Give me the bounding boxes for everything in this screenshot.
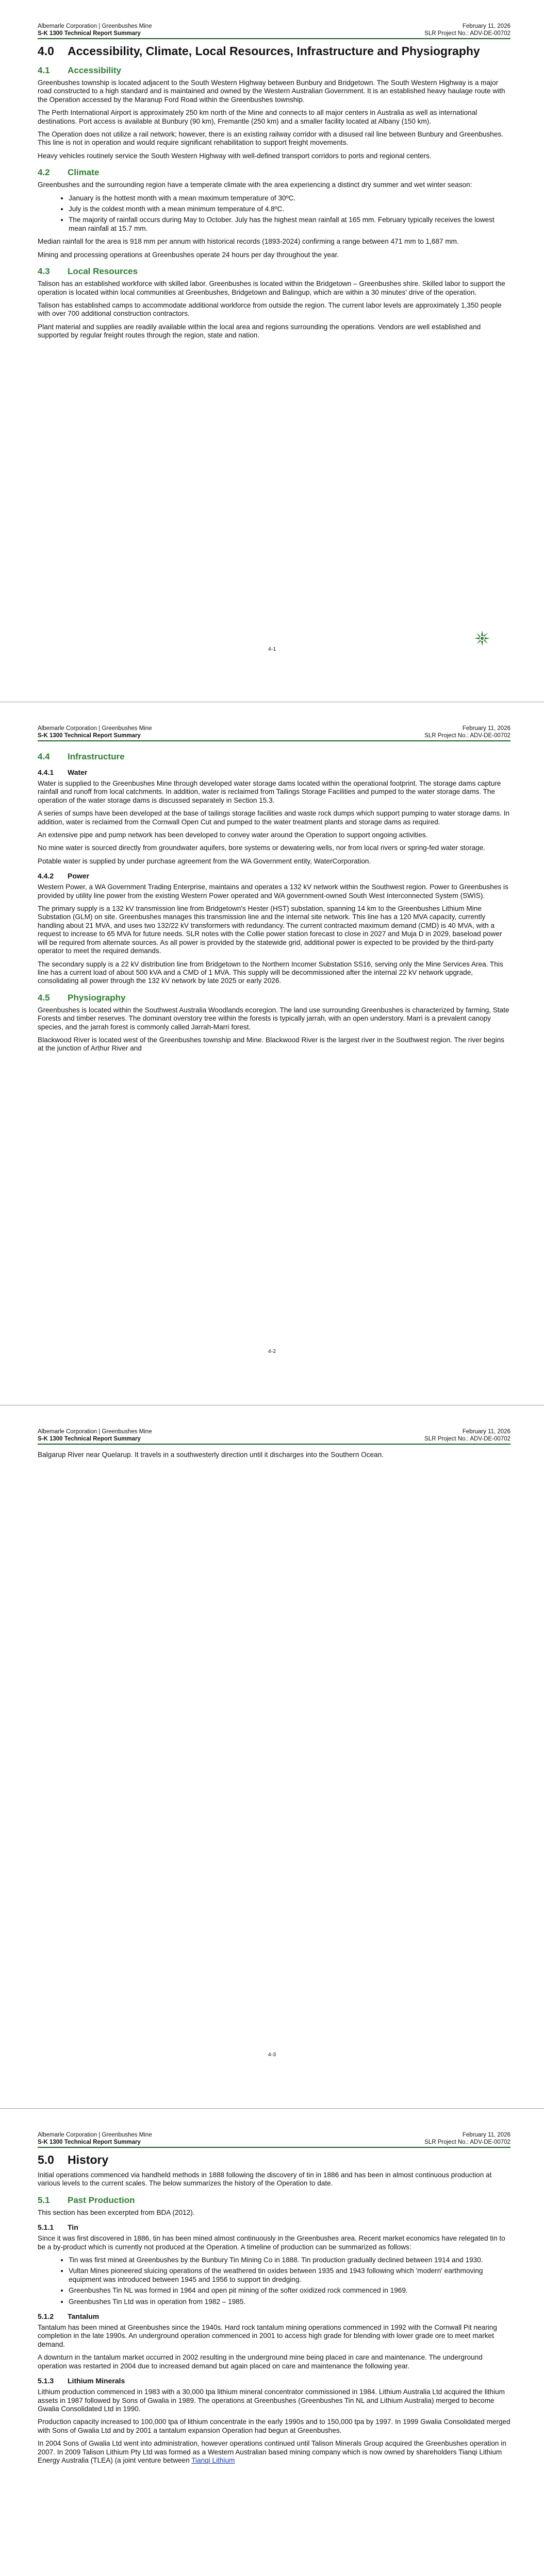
heading-number: 4.5: [38, 992, 50, 1003]
section-heading-5-1-1: [38, 2223, 510, 2231]
heading-number: 4.3: [38, 266, 50, 277]
header-project-no: SLR Project No.: ADV-DE-00702: [424, 2139, 510, 2145]
page-number: 4-1: [268, 646, 276, 652]
paragraph: Greenbushes township is located adjacent to the South Western Highway between Bunbury and Bridgetown. The South Western Highway is a major road constructed to a high standard and is maintained and owned by the Western Australian Government. It is an established heavy haulage route with the Operation accessed by the Maranup Ford Road within the Greenbushes township.: [38, 79, 505, 104]
section-heading-4-4: [38, 752, 510, 762]
header-project-no: SLR Project No.: ADV-DE-00702: [424, 30, 510, 37]
paragraph: The Perth International Airport is approximately 250 km north of the Mine and connects to all major centers in Australia as well as international destinations. Port access is available at Bunbury (90 km), Fremantle (250 km) and a smaller facility located at Albany (150 km).: [38, 109, 477, 125]
slr-logo-icon: [473, 630, 491, 647]
heading-text: Climate: [68, 167, 100, 178]
heading-number: 5.0: [38, 2153, 54, 2166]
section-heading-5-1: [38, 2195, 510, 2206]
paragraph: [38, 2439, 510, 2465]
paragraph: Blackwood River is located west of the Greenbushes township and Mine. Blackwood River is the largest river in the Southwest region. The river begins at the junction of Arthur River and: [38, 1036, 504, 1053]
section-heading-4-1: [38, 65, 510, 76]
paragraph: Since it was first discovered in 1886, tin has been mined almost continuously in the Greenbushes area. Recent market economics have relegated tin to be a by-product which is currently not produced at the Operation. A timeline of production can be summarized as follows:: [38, 2234, 505, 2251]
section-heading-5-1-2: [38, 2312, 510, 2320]
header-date: February 11, 2026: [462, 23, 510, 29]
header-company: Albemarle Corporation | Greenbushes Mine: [38, 23, 152, 29]
section-heading-5-1-3: [38, 2377, 510, 2385]
heading-number: 4.4.1: [38, 768, 54, 776]
paragraph-text: In 2004 Sons of Gwalia Ltd went into administration, however operations continued until Talison Minerals Group acquired the Greenbushes operation in 2007. In 2009 Talison Lithium Pty Ltd was formed as a Western Australian based mining company which is now owned by shareholders Tianqi Lithium Energy Australia (TLEA) (a joint venture between: [38, 2439, 506, 2464]
paragraph: Heavy vehicles routinely service the South Western Highway with well-defined transport corridors to ports and regional centers.: [38, 151, 432, 160]
paragraph: Balgarup River near Quelarup. It travels in a southwesterly direction until it discharges into the Southern Ocean.: [38, 1451, 384, 1459]
heading-text: Local Resources: [68, 266, 138, 277]
paragraph: Water is supplied to the Greenbushes Mine through developed water storage dams located within the operational footprint. The storage dams capture rainfall and runoff from local catchments. In addition, water is reclaimed from Tailings Storage Facilities and pumped to the water storage dams. The operation of the water storage dams is discussed separately in Section 15.3.: [38, 779, 501, 804]
heading-text: History: [68, 2153, 109, 2166]
paragraph: No mine water is sourced directly from groundwater aquifers, bore systems or dewatering wells, nor from local rivers or spring-fed water storage.: [38, 844, 486, 852]
list-item: • Greenbushes Tin Ltd was in operation from 1982 – 1985.: [69, 2298, 510, 2306]
paragraph: The secondary supply is a 22 kV distribution line from Bridgetown to the Northern Incomer Substation SS16, serving only the Mine Services Area. This line has a current load of about 500 kVA and a CMD of 1 MVA. This supply will be decommissioned after the internal 22 kV network upgrade, consolidating all power through the 132 kV network by late 2025 or early 2026.: [38, 960, 503, 985]
list-item: • January is the hottest month with a mean maximum temperature of 30ºC.: [69, 194, 510, 202]
heading-text: Power: [68, 872, 90, 880]
paragraph: Initial operations commenced via handheld methods in 1888 following the discovery of tin in 1886 and has been in almost continuous production at various levels to the current scales. The below summarizes the history of the Operation to date.: [38, 2171, 492, 2188]
page-number: 4-3: [268, 2052, 276, 2058]
paragraph: Talison has an established workforce with skilled labor. Greenbushes is located within the Bridgetown – Greenbushes shire. Skilled labor to support the operation is located within local communities at Greenbushes, Bridgetown and Balingup, which are within a 30 minutes' drive of the operation.: [38, 280, 505, 296]
paragraph: Median rainfall for the area is 918 mm per annum with historical records (1893-2024) confirming a range between 471 mm to 1,687 mm.: [38, 238, 459, 246]
list-item: • July is the coldest month with a mean minimum temperature of 4.8ºC.: [69, 205, 510, 213]
page-1: [0, 0, 544, 702]
header-divider: [38, 38, 510, 39]
heading-number: 4.4.2: [38, 872, 54, 880]
heading-text: Tantalum: [68, 2312, 100, 2321]
header-company: Albemarle Corporation | Greenbushes Mine: [38, 725, 152, 732]
header-divider: [38, 1444, 510, 1445]
list-item: • Tin was first mined at Greenbushes by the Bunbury Tin Mining Co in 1888. Tin production gradually declined between 1914 and 1930.: [69, 2256, 510, 2264]
heading-text: Past Production: [68, 2195, 135, 2205]
paragraph: The primary supply is a 132 kV transmission line from Bridgetown's Hester (HST) substation, spanning 14 km to the Greenbushes Lithium Mine Substation (GLM) on site. Greenbushes manages this transmission line and the internal site network. This line has a 120 MVA capacity, currently handling about 21 MVA, and uses two 132/22 kV transformers with redundancy. The current contracted maximum demand (CMD) is 40 MVA, with a request to increase to 65 MVA for future needs. SLR notes with the Collie power station forecast to close in 2027 and Muja D in 2029, baseload power will be required from alternate sources. As all power is provided by the statewide grid, additional power is expected to be provided by the third-party operator to meet the required demands.: [38, 905, 502, 955]
climate-bullet-list: [38, 194, 510, 233]
header-company: Albemarle Corporation | Greenbushes Mine: [38, 1429, 152, 1435]
header-company: Albemarle Corporation | Greenbushes Mine: [38, 2132, 152, 2138]
section-heading-5-0: [38, 2153, 510, 2167]
tin-history-list: [38, 2256, 510, 2306]
page-4-body: [38, 2153, 510, 2469]
paragraph: Greenbushes is located within the Southwest Australia Woodlands ecoregion. The land use surrounding Greenbushes is characterized by farming, State Forests and timber reserves. The dominant overstory tree within the forests is typically jarrah, with an open understory. Marri is a prevalent canopy species, and the jarrah forest is commonly called Jarrah-Marri forest.: [38, 1006, 509, 1031]
header-report-title: S-K 1300 Technical Report Summary: [38, 2139, 141, 2145]
header-project-no: SLR Project No.: ADV-DE-00702: [424, 1436, 510, 1442]
heading-text: Infrastructure: [68, 752, 125, 761]
paragraph: Potable water is supplied by under purchase agreement from the WA Government entity, WaterCorporation.: [38, 857, 371, 865]
header-date: February 11, 2026: [462, 2132, 510, 2138]
heading-number: 4.2: [38, 167, 50, 178]
paragraph: An extensive pipe and pump network has been developed to convey water around the Operation to support ongoing activities.: [38, 831, 428, 839]
header-report-title: S-K 1300 Technical Report Summary: [38, 1436, 141, 1442]
list-item: • Greenbushes Tin NL was formed in 1964 and open pit mining of the softer oxidized rock commenced in 1969.: [69, 2286, 510, 2295]
header-divider: [38, 740, 510, 741]
page-2-body: [38, 744, 510, 1058]
paragraph: This section has been excerpted from BDA (2012).: [38, 2208, 195, 2216]
page-3: [0, 1405, 544, 2109]
heading-text: Accessibility, Climate, Local Resources, Infrastructure and Physiography: [68, 44, 480, 58]
section-heading-4-2: [38, 167, 510, 178]
page-2: [0, 702, 544, 1405]
page-3-body: [38, 1451, 510, 1464]
header-date: February 11, 2026: [462, 1429, 510, 1435]
heading-text: Tin: [68, 2223, 78, 2232]
heading-number: 5.1.3: [38, 2377, 54, 2385]
heading-number: 5.1.1: [38, 2223, 54, 2232]
heading-text: Accessibility: [68, 65, 121, 75]
section-heading-4-5: [38, 993, 510, 1003]
paragraph: Lithium production commenced in 1983 with a 30,000 tpa lithium mineral concentrator commissioned in 1984. Lithium Australia Ltd acquired the lithium assets in 1987 followed by Sons of Gwalia in 1989. The operations at Greenbushes (Greenbushes Tin NL and Lithium Australia) merged to become Gwalia Consolidated Ltd in 1990.: [38, 2388, 505, 2413]
section-heading-4-0: [38, 44, 510, 58]
heading-number: 4.4: [38, 752, 50, 761]
header-divider: [38, 2147, 510, 2148]
list-item: • Vultan Mines pioneered sluicing operations of the weathered tin oxides between 1935 and 1943 following which 'modern' earthmoving equipment was introduced between 1945 and 1956 to support tin dredging.: [69, 2267, 510, 2284]
paragraph: Tantalum has been mined at Greenbushes since the 1940s. Hard rock tantalum mining operations commenced in 1992 with the Cornwall Pit nearing completion in the late 1990s. An underground operation commenced in 2001 to access high grade for blending with lower grade ore to meet market demand.: [38, 2324, 497, 2348]
page-number: 4-2: [268, 1348, 276, 1354]
heading-number: 5.1: [38, 2195, 50, 2205]
heading-text: Water: [68, 768, 88, 776]
section-heading-4-4-1: [38, 768, 510, 776]
page-4: [0, 2109, 544, 2576]
paragraph: The Operation does not utilize a rail network; however, there is an existing railway corridor with a disused rail line between Bunbury and Greenbushes. This line is not in operation and would require significant rehabilitation to support freight movements.: [38, 130, 503, 147]
paragraph: Production capacity increased to 100,000 tpa of lithium concentrate in the early 1990s and to 150,000 tpa by 1997. In 1999 Gwalia Consolidated merged with Sons of Gwalia Ltd and by 2001 a tantalum expansion Operation had begun at Greenbushes.: [38, 2418, 510, 2434]
heading-number: 4.1: [38, 65, 50, 75]
paragraph: Western Power, a WA Government Trading Enterprise, maintains and operates a 132 kV network within the Southwest region. Power to Greenbushes is provided by utility line power from the existing Western Power operated and WA government-owned South West Interconnected System (SWIS).: [38, 883, 508, 900]
paragraph: A downturn in the tantalum market occurred in 2002 resulting in the underground mine being placed in care and maintenance. The underground operation was restarted in 2004 due to increased demand but again placed on care and maintenance the following year.: [38, 2353, 483, 2370]
list-item: • The majority of rainfall occurs during May to October. July has the highest mean rainfall at 165 mm. February typically receives the lowest mean rainfall at 15.7 mm.: [69, 216, 510, 233]
section-heading-4-4-2: [38, 872, 510, 880]
header-report-title: S-K 1300 Technical Report Summary: [38, 30, 141, 37]
header-report-title: S-K 1300 Technical Report Summary: [38, 733, 141, 739]
heading-number: 4.0: [38, 44, 54, 58]
heading-number: 5.1.2: [38, 2312, 54, 2321]
paragraph: A series of sumps have been developed at the base of tailings storage facilities and waste rock dumps which support pumping to water storage dams. In addition, water is reclaimed from the Cornwall Open Cut and pumped to the water treatment plants and storage dams as required.: [38, 809, 510, 826]
header-project-no: SLR Project No.: ADV-DE-00702: [424, 733, 510, 739]
paragraph: Talison has established camps to accommodate additional workforce from outside the region. The current labor levels are approximately 1,350 people with over 700 additional construction contractors.: [38, 301, 502, 318]
header-date: February 11, 2026: [462, 725, 510, 732]
section-heading-4-3: [38, 266, 510, 277]
tianqi-lithium-link[interactable]: Tianqi Lithium: [191, 2456, 235, 2464]
paragraph: Plant material and supplies are readily available within the local area and regions surrounding the operations. Vendors are well established and supported by regular freight routes through the region, state and nation.: [38, 323, 481, 340]
paragraph: Mining and processing operations at Greenbushes operate 24 hours per day throughout the year.: [38, 250, 339, 259]
heading-text: Physiography: [68, 992, 126, 1003]
paragraph: Greenbushes and the surrounding region have a temperate climate with the area experiencing a distinct dry summer and wet winter season:: [38, 181, 472, 189]
heading-text: Lithium Minerals: [68, 2377, 125, 2385]
page-1-body: [38, 44, 510, 345]
